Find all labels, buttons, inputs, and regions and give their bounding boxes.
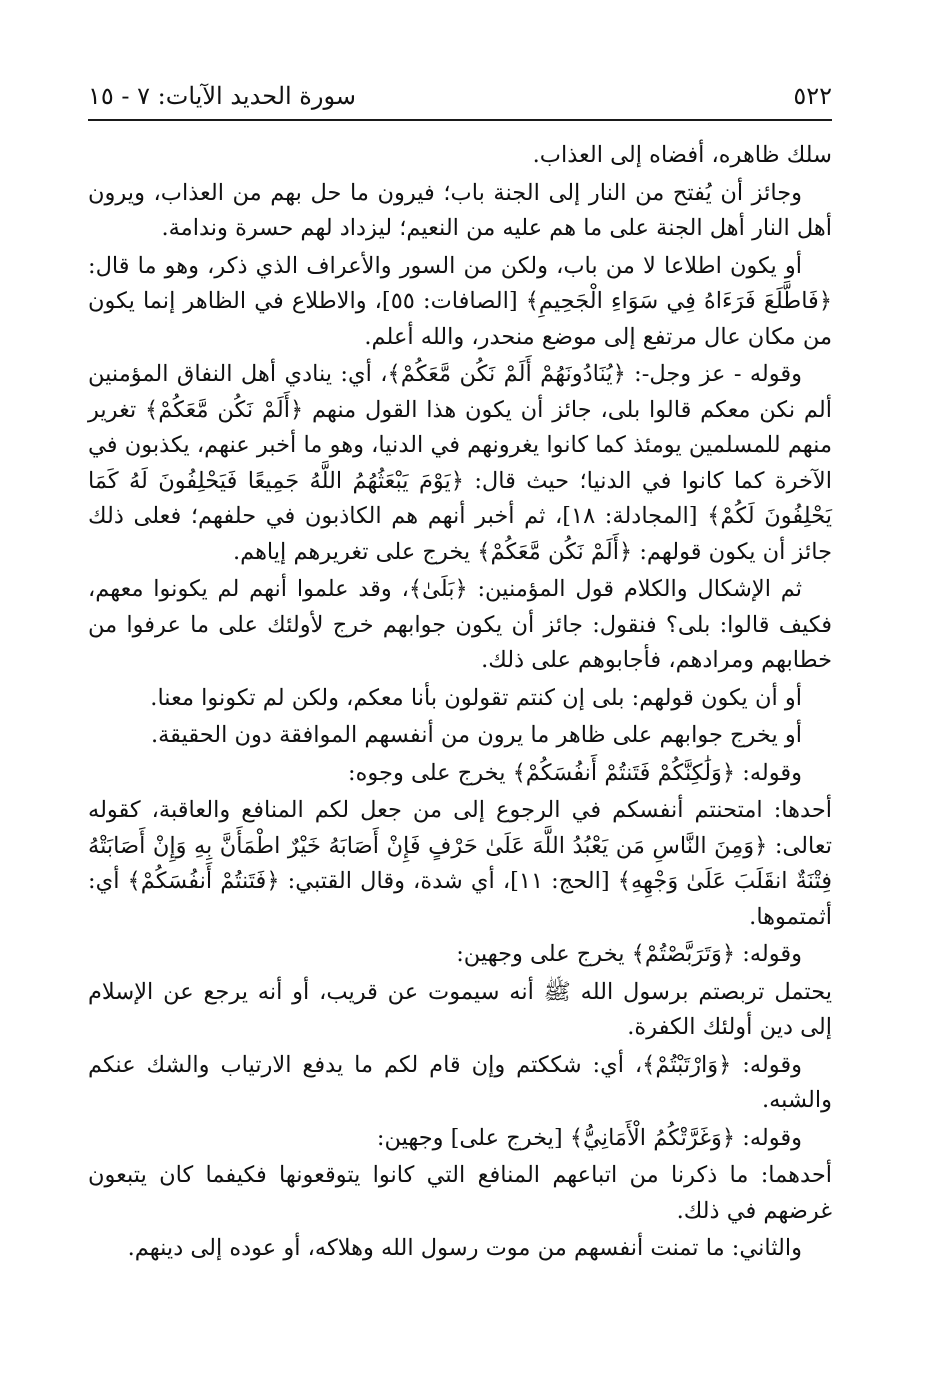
paragraph: وقوله: ﴿وَارْتَبْتُمْ﴾، أي: شككتم وإن قام لكم ما يدفع الارتياب والشك عنكم والشبه. (88, 1051, 832, 1113)
paragraph: وجائز أن يُفتح من النار إلى الجنة باب؛ فيرون ما حل بهم من العذاب، ويرون أهل النار أهل الجنة على ما هم عليه من النعيم؛ ليزداد لهم حسرة وندامة. (88, 179, 832, 241)
paragraph: أحدهما: ما ذكرنا من اتباعهم المنافع التي كانوا يتوقعونها فكيفما كان يتبعون غرضهم في ذلك. (88, 1162, 832, 1224)
header-divider (88, 119, 832, 121)
paragraph: أو أن يكون قولهم: بلى إن كنتم تقولون بأنا معكم، ولكن لم تكونوا معنا. (150, 684, 802, 711)
paragraph: يحتمل تربصتم برسول الله ﷺ أنه سيموت عن قريب، أو أنه يرجع عن الإسلام إلى دين أولئك الكفرة. (88, 978, 832, 1040)
paragraph: أو يكون اطلاعا لا من باب، ولكن من السور والأعراف الذي ذكر، وهو ما قال: ﴿فَاطَّلَعَ فَرَءَاهُ فِي سَوَاءِ الْجَحِيمِ﴾ [الصافات: ٥٥]، والاطلاع في الظاهر إنما يكون من مكان عال مرتفع إلى موضع منحدر، والله أعلم. (88, 252, 832, 350)
paragraph: ثم الإشكال والكلام قول المؤمنين: ﴿بَلَىٰ﴾، وقد علموا أنهم لم يكونوا معهم، فكيف قالوا: بلى؟ فنقول: جائز أن يكون جوابهم خرج لأولئك على ما عرفوا من خطابهم ومرادهم، فأجابوهم على ذلك. (88, 576, 832, 673)
paragraph: وقوله: ﴿وَتَرَبَّصْتُمْ﴾ يخرج على وجهين: (456, 941, 802, 967)
paragraph: والثاني: ما تمنت أنفسهم من موت رسول الله وهلاكه، أو عوده إلى دينهم. (127, 1235, 802, 1261)
page-body (88, 138, 832, 1269)
paragraph: وقوله - عز وجل-: ﴿يُنَادُونَهُمْ أَلَمْ نَكُن مَّعَكُمْ﴾، أي: ينادي أهل النفاق المؤمنين ألم نكن معكم قالوا بلى، جائز أن يكون هذا القول منهم ﴿أَلَمْ نَكُن مَّعَكُمْ﴾ تغرير منهم للمسلمين يومئذ كما كانوا يغرونهم في الدنيا، وهو ما أخبر عنهم، يكذبون في الآخرة كما كانوا في الدنيا؛ حيث قال: ﴿يَوْمَ يَبْعَثُهُمُ اللَّهُ جَمِيعًا فَيَحْلِفُونَ لَهُ كَمَا يَحْلِفُونَ لَكُمْ﴾ [المجادلة: ١٨]، ثم أخبر أنهم هم الكاذبون في حلفهم؛ فعلى ذلك جائز أن يكون قولهم: ﴿أَلَمْ نَكُن مَّعَكُمْ﴾ يخرج على تغريرهم إياهم. (88, 361, 833, 565)
page-header (88, 76, 832, 116)
paragraph: أحدها: امتحنتم أنفسكم في الرجوع إلى من جعل لكم المنافع والعاقبة، كقوله تعالى: ﴿وَمِنَ النَّاسِ مَن يَعْبُدُ اللَّهَ عَلَىٰ حَرْفٍ فَإِنْ أَصَابَهُ خَيْرٌ اطْمَأَنَّ بِهِ وَإِنْ أَصَابَتْهُ فِتْنَةٌ انقَلَبَ عَلَىٰ وَجْهِهِ﴾ [الحج: ١١]، أي شدة، وقال القتبي: ﴿فَتَنتُمْ أَنفُسَكُمْ﴾ أي: أثمتموها. (88, 797, 832, 930)
paragraph: وقوله: ﴿وَلَٰكِنَّكُمْ فَتَنتُمْ أَنفُسَكُمْ﴾ يخرج على وجوه: (348, 759, 802, 786)
paragraph: وقوله: ﴿وَغَرَّتْكُمُ الْأَمَانِيُّ﴾ [يخرج على] وجهين: (376, 1124, 802, 1151)
paragraph: سلك ظاهره، أفضاه إلى العذاب. (532, 142, 832, 168)
paragraph: أو يخرج جوابهم على ظاهر ما يرون من أنفسهم الموافقة دون الحقيقة. (150, 722, 802, 748)
running-title: سورة الحديد الآيات: ٧ - ١٥ (88, 82, 356, 110)
page-number: ٥٢٢ (793, 82, 832, 110)
